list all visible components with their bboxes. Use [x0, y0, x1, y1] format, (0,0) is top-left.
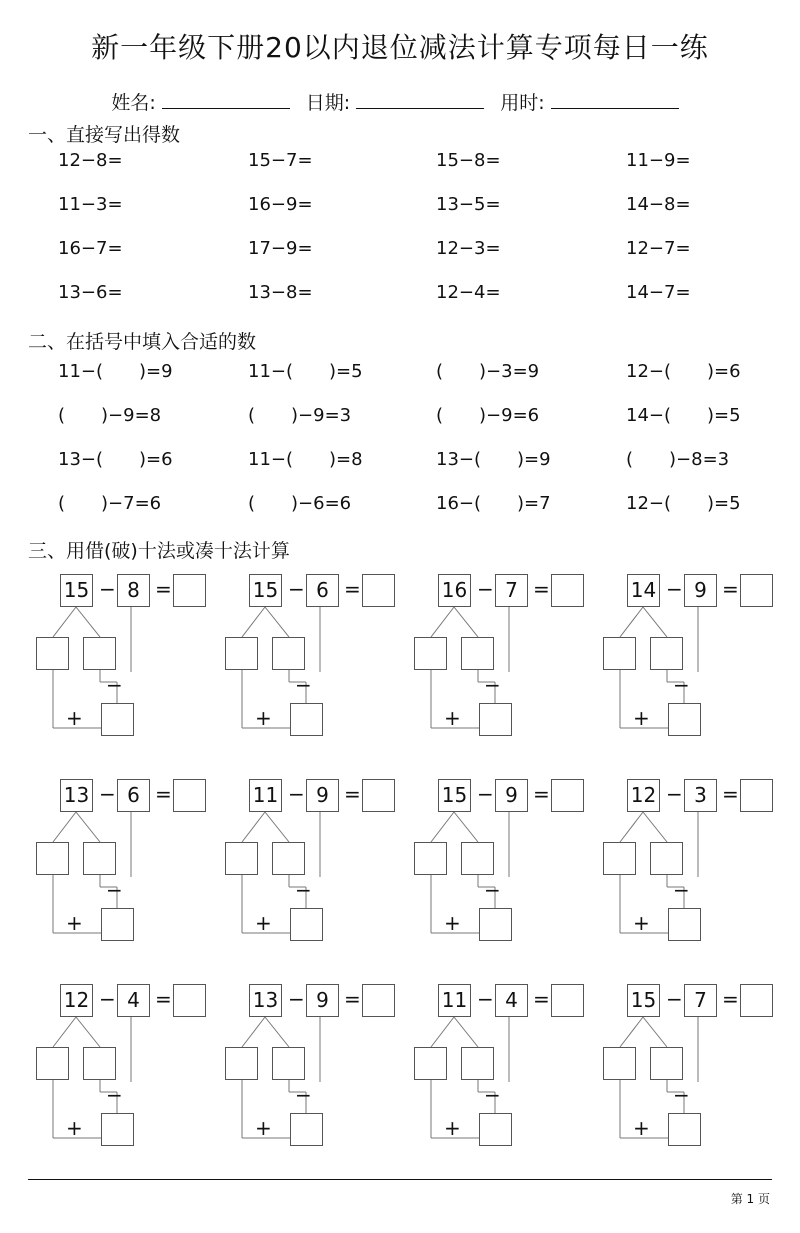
- sub-sign: −: [295, 1083, 312, 1107]
- problem: ( )−8=3: [626, 449, 730, 470]
- result-box[interactable]: [290, 703, 323, 736]
- minus-sign: −: [288, 987, 305, 1011]
- problem-row: [58, 357, 778, 381]
- sub-sign: −: [484, 878, 501, 902]
- subtrahend-box: 6: [306, 574, 339, 607]
- split-box-right[interactable]: [461, 637, 494, 670]
- subtrahend-box: 6: [117, 779, 150, 812]
- add-sign: +: [255, 911, 272, 935]
- subtrahend-box: 8: [117, 574, 150, 607]
- result-box[interactable]: [479, 1113, 512, 1146]
- minuend-box: 12: [60, 984, 93, 1017]
- problem: ( )−7=6: [58, 493, 162, 514]
- problem: 14−7=: [626, 282, 691, 303]
- problem: 12−8=: [58, 150, 123, 171]
- split-box-left[interactable]: [603, 637, 636, 670]
- problem: 16−7=: [58, 238, 123, 259]
- add-sign: +: [66, 911, 83, 935]
- subtrahend-box: 9: [306, 779, 339, 812]
- split-box-right[interactable]: [461, 842, 494, 875]
- split-box-left[interactable]: [225, 842, 258, 875]
- add-sign: +: [444, 706, 461, 730]
- split-box-left[interactable]: [225, 1047, 258, 1080]
- tree-line: [454, 607, 478, 637]
- split-box-right[interactable]: [650, 637, 683, 670]
- add-sign: +: [255, 1116, 272, 1140]
- minus-sign: −: [666, 577, 683, 601]
- result-box[interactable]: [668, 703, 701, 736]
- sub-sign: −: [673, 878, 690, 902]
- tree-line: [620, 812, 643, 842]
- split-box-right[interactable]: [272, 842, 305, 875]
- decomposition-tree: [603, 572, 783, 742]
- problem-row: [58, 401, 778, 425]
- sub-sign: −: [295, 673, 312, 697]
- equals-sign: =: [722, 987, 739, 1011]
- problem-row: [58, 150, 778, 174]
- result-box[interactable]: [479, 908, 512, 941]
- tree-line: [265, 1017, 289, 1047]
- minuend-box: 15: [627, 984, 660, 1017]
- problem: 13−( )=6: [58, 449, 173, 470]
- problem: 16−( )=7: [436, 493, 551, 514]
- add-sign: +: [633, 706, 650, 730]
- minus-sign: −: [477, 782, 494, 806]
- split-box-left[interactable]: [414, 637, 447, 670]
- problem: 13−( )=9: [436, 449, 551, 470]
- split-box-left[interactable]: [36, 1047, 69, 1080]
- tree-line: [265, 607, 289, 637]
- problem: 12−( )=6: [626, 361, 741, 382]
- minuend-box: 11: [438, 984, 471, 1017]
- problem: 12−7=: [626, 238, 691, 259]
- equals-sign: =: [722, 577, 739, 601]
- answer-box[interactable]: [173, 984, 206, 1017]
- problem: ( )−3=9: [436, 361, 540, 382]
- minuend-box: 16: [438, 574, 471, 607]
- problem-row: [58, 194, 778, 218]
- problem: 12−4=: [436, 282, 501, 303]
- decomposition-tree: [225, 572, 405, 742]
- name-label: 姓名:: [111, 92, 156, 114]
- problem-row: [58, 282, 778, 306]
- subtrahend-box: 9: [495, 779, 528, 812]
- equals-sign: =: [344, 577, 361, 601]
- tree-line: [643, 607, 667, 637]
- equals-sign: =: [533, 987, 550, 1011]
- problem: 12−3=: [436, 238, 501, 259]
- answer-box[interactable]: [740, 779, 773, 812]
- problem: 13−5=: [436, 194, 501, 215]
- split-box-right[interactable]: [650, 842, 683, 875]
- equals-sign: =: [722, 782, 739, 806]
- result-box[interactable]: [668, 1113, 701, 1146]
- tree-line: [643, 1017, 667, 1047]
- split-box-left[interactable]: [414, 842, 447, 875]
- problem-row: [58, 445, 778, 469]
- section2-title: 二、在括号中填入合适的数: [28, 331, 257, 353]
- sub-sign: −: [295, 878, 312, 902]
- problem: 11−( )=9: [58, 361, 173, 382]
- page-title: 新一年级下册20以内退位减法计算专项每日一练: [91, 31, 709, 64]
- date-blank[interactable]: [356, 90, 484, 109]
- result-box[interactable]: [290, 908, 323, 941]
- add-sign: +: [444, 1116, 461, 1140]
- problem: ( )−9=8: [58, 405, 162, 426]
- problem: 12−( )=5: [626, 493, 741, 514]
- subtrahend-box: 9: [306, 984, 339, 1017]
- minuend-box: 15: [60, 574, 93, 607]
- problem: 11−( )=5: [248, 361, 363, 382]
- problem: ( )−6=6: [248, 493, 352, 514]
- minuend-box: 11: [249, 779, 282, 812]
- subtrahend-box: 4: [117, 984, 150, 1017]
- split-box-left[interactable]: [603, 842, 636, 875]
- problem-row: [58, 238, 778, 262]
- minus-sign: −: [288, 577, 305, 601]
- answer-box[interactable]: [362, 574, 395, 607]
- minus-sign: −: [666, 987, 683, 1011]
- tree-line: [431, 1017, 454, 1047]
- minus-sign: −: [99, 782, 116, 806]
- section1-title: 一、直接写出得数: [28, 124, 181, 146]
- tree-line: [53, 607, 76, 637]
- decomposition-tree: [36, 572, 216, 742]
- problem: ( )−9=3: [248, 405, 352, 426]
- minus-sign: −: [477, 577, 494, 601]
- problem: 14−( )=5: [626, 405, 741, 426]
- add-sign: +: [255, 706, 272, 730]
- problem: 17−9=: [248, 238, 313, 259]
- result-box[interactable]: [668, 908, 701, 941]
- sub-sign: −: [673, 1083, 690, 1107]
- answer-box[interactable]: [551, 574, 584, 607]
- add-sign: +: [66, 706, 83, 730]
- result-box[interactable]: [101, 703, 134, 736]
- date-label: 日期:: [305, 92, 351, 114]
- result-box[interactable]: [290, 1113, 323, 1146]
- minus-sign: −: [99, 577, 116, 601]
- subtrahend-box: 9: [684, 574, 717, 607]
- problem: 13−6=: [58, 282, 123, 303]
- decomposition-tree: [36, 982, 216, 1152]
- split-box-right[interactable]: [461, 1047, 494, 1080]
- equals-sign: =: [155, 987, 172, 1011]
- problem-row: [58, 489, 778, 513]
- split-box-left[interactable]: [225, 637, 258, 670]
- problem: 13−8=: [248, 282, 313, 303]
- answer-box[interactable]: [362, 984, 395, 1017]
- time-blank[interactable]: [551, 90, 679, 109]
- answer-box[interactable]: [551, 984, 584, 1017]
- split-box-left[interactable]: [603, 1047, 636, 1080]
- decomposition-tree: [414, 572, 594, 742]
- split-box-right[interactable]: [83, 637, 116, 670]
- tree-line: [265, 812, 289, 842]
- sub-sign: −: [484, 1083, 501, 1107]
- split-box-right[interactable]: [83, 842, 116, 875]
- problem: 15−8=: [436, 150, 501, 171]
- tree-line: [76, 607, 100, 637]
- minuend-box: 15: [438, 779, 471, 812]
- split-box-right[interactable]: [272, 637, 305, 670]
- equals-sign: =: [344, 782, 361, 806]
- problem: 14−8=: [626, 194, 691, 215]
- minuend-box: 14: [627, 574, 660, 607]
- split-box-right[interactable]: [272, 1047, 305, 1080]
- subtrahend-box: 3: [684, 779, 717, 812]
- equals-sign: =: [533, 782, 550, 806]
- minus-sign: −: [288, 782, 305, 806]
- sub-sign: −: [106, 673, 123, 697]
- tree-line: [76, 812, 100, 842]
- equals-sign: =: [155, 782, 172, 806]
- minuend-box: 13: [60, 779, 93, 812]
- split-box-right[interactable]: [83, 1047, 116, 1080]
- split-box-left[interactable]: [36, 842, 69, 875]
- minuend-box: 12: [627, 779, 660, 812]
- equals-sign: =: [155, 577, 172, 601]
- tree-line: [620, 1017, 643, 1047]
- tree-line: [242, 1017, 265, 1047]
- decomposition-tree: [225, 777, 405, 947]
- result-box[interactable]: [479, 703, 512, 736]
- minuend-box: 15: [249, 574, 282, 607]
- split-box-left[interactable]: [414, 1047, 447, 1080]
- tree-line: [76, 1017, 100, 1047]
- tree-line: [454, 812, 478, 842]
- minuend-box: 13: [249, 984, 282, 1017]
- split-box-right[interactable]: [650, 1047, 683, 1080]
- tree-line: [431, 812, 454, 842]
- split-box-left[interactable]: [36, 637, 69, 670]
- subtrahend-box: 7: [495, 574, 528, 607]
- answer-box[interactable]: [551, 779, 584, 812]
- sub-sign: −: [106, 878, 123, 902]
- page-number: 第 1 页: [730, 1192, 770, 1206]
- problem: 11−9=: [626, 150, 691, 171]
- name-blank[interactable]: [162, 90, 290, 109]
- sub-sign: −: [673, 673, 690, 697]
- result-box[interactable]: [101, 1113, 134, 1146]
- footer-divider: [28, 1179, 772, 1180]
- decomposition-tree: [414, 982, 594, 1152]
- tree-line: [242, 812, 265, 842]
- student-info: [0, 88, 800, 115]
- add-sign: +: [633, 1116, 650, 1140]
- problem: ( )−9=6: [436, 405, 540, 426]
- problem: 15−7=: [248, 150, 313, 171]
- decomposition-tree: [603, 777, 783, 947]
- minus-sign: −: [666, 782, 683, 806]
- equals-sign: =: [344, 987, 361, 1011]
- answer-box[interactable]: [173, 779, 206, 812]
- result-box[interactable]: [101, 908, 134, 941]
- minus-sign: −: [477, 987, 494, 1011]
- answer-box[interactable]: [362, 779, 395, 812]
- sub-sign: −: [106, 1083, 123, 1107]
- problem: 16−9=: [248, 194, 313, 215]
- equals-sign: =: [533, 577, 550, 601]
- tree-line: [643, 812, 667, 842]
- section3-title: 三、用借(破)十法或凑十法计算: [28, 540, 290, 562]
- answer-box[interactable]: [173, 574, 206, 607]
- answer-box[interactable]: [740, 984, 773, 1017]
- tree-line: [53, 812, 76, 842]
- decomposition-tree: [36, 777, 216, 947]
- tree-line: [431, 607, 454, 637]
- subtrahend-box: 7: [684, 984, 717, 1017]
- tree-line: [454, 1017, 478, 1047]
- decomposition-tree: [225, 982, 405, 1152]
- decomposition-tree: [414, 777, 594, 947]
- sub-sign: −: [484, 673, 501, 697]
- time-label: 用时:: [500, 92, 545, 114]
- tree-line: [53, 1017, 76, 1047]
- add-sign: +: [444, 911, 461, 935]
- answer-box[interactable]: [740, 574, 773, 607]
- decomposition-tree: [603, 982, 783, 1152]
- tree-line: [242, 607, 265, 637]
- add-sign: +: [66, 1116, 83, 1140]
- tree-line: [620, 607, 643, 637]
- add-sign: +: [633, 911, 650, 935]
- subtrahend-box: 4: [495, 984, 528, 1017]
- minus-sign: −: [99, 987, 116, 1011]
- problem: 11−3=: [58, 194, 123, 215]
- problem: 11−( )=8: [248, 449, 363, 470]
